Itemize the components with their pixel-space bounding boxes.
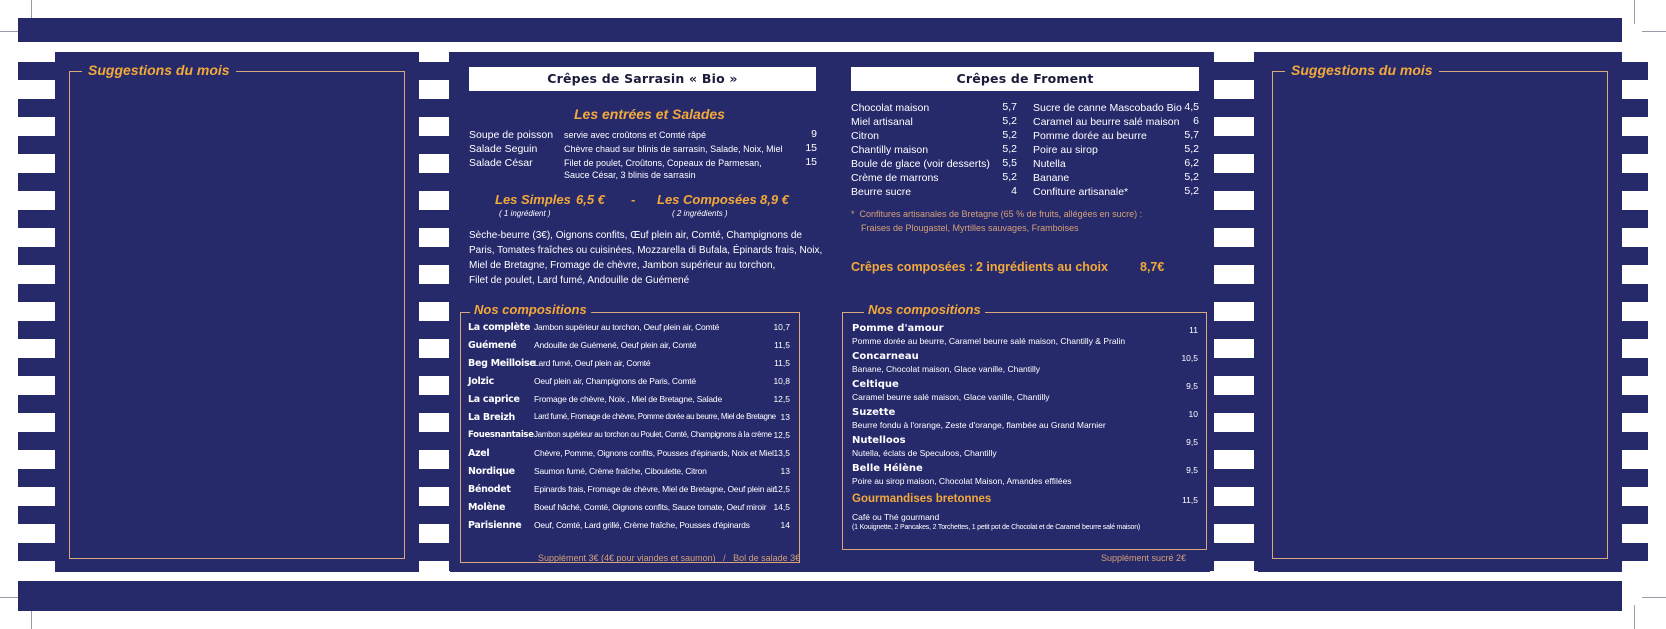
crop-mark: [1642, 31, 1666, 32]
simples-note: ( 1 ingrédient ): [499, 209, 551, 218]
froment-composees-line: [851, 260, 1199, 278]
froment-composees-desc: 2 ingrédients au choix: [976, 260, 1108, 274]
entree-desc: Chèvre chaud sur blinis de sarrasin, Salade, Noix, Miel: [564, 144, 783, 154]
sarrasin-compositions-title: Nos compositions: [470, 302, 591, 317]
froment-compositions-title: Nos compositions: [864, 302, 985, 317]
froment-footer: Supplément sucré 2€: [1101, 553, 1187, 563]
entree-name: Soupe de poisson: [469, 129, 554, 141]
right-stripes: [1620, 52, 1648, 571]
composition-row: Fouesnantaise Jambon supérieur au torchon ou Poulet, Comté, Champignons à la crème 12,5: [468, 430, 790, 440]
suggestions-title: Suggestions du mois: [82, 62, 236, 78]
suggestions-frame: [1272, 71, 1608, 559]
froment-simple-list: Chocolat maison 5,7 Miel artisanal 5,2 Citron 5,2 Chantilly maison 5,2 Boule de glace (voir desserts) 5,5 Crème de marrons 5,2 Beurre sucre 4 Sucre de canne Mascobado Bio 4,5 Caramel au beurre salé maison 6 Pomme dorée au beurre 5,7 Poire au sirop 5,2 Nutella 6,2 Banane 5,2 Confiture artisanale* 5,2: [851, 101, 1199, 198]
entree-price: 9: [811, 128, 817, 140]
composees-note: ( 2 ingrédients ): [672, 209, 728, 218]
confiture-footnote-cont: Fraises de Plougastel, Myrtilles sauvages, Framboises: [861, 223, 1079, 233]
ingredients-line: Paris, Tomates fraîches ou cuisinées, Mozzarella di Bufala, Épinards frais, Noix,: [469, 245, 823, 256]
entree-price: 15: [805, 156, 817, 168]
composition-row: Celtique Caramel beurre salé maison, Glace vanille, Chantilly 9,5: [852, 379, 1198, 402]
composees-price: 8,9 €: [760, 192, 789, 207]
composition-row: Nordique Saumon fumé, Crème fraîche, Ciboulette, Citron 13: [468, 466, 790, 477]
entrees-title: Les entrées et Salades: [574, 106, 725, 122]
crop-mark: [1634, 605, 1635, 629]
entree-desc-cont: Sauce César, 3 blinis de sarrasin: [564, 170, 696, 180]
left-stripes: [18, 52, 58, 571]
simples-price: 6,5 €: [576, 192, 605, 207]
crop-mark: [1642, 597, 1666, 598]
composition-row: Bénodet Epinards frais, Fromage de chèvre, Miel de Bretagne, Oeuf plein air 12,5: [468, 484, 790, 495]
suggestions-title: Suggestions du mois: [1285, 62, 1439, 78]
film-strip-right: [1210, 52, 1258, 571]
simples-composees-line: [469, 192, 817, 224]
top-band: [18, 18, 1622, 42]
composition-row: La complète Jambon supérieur au torchon, Oeuf plein air, Comté 10,7: [468, 322, 790, 333]
entree-price: 15: [805, 142, 817, 154]
gourmandises-line2: (1 Kouignette, 2 Pancakes, 2 Torchettes, 1 petit pot de Chocolat et de Caramel beurre salé maison): [852, 524, 1141, 531]
separator: -: [631, 192, 636, 207]
confiture-footnote: * Confitures artisanales de Bretagne (65 % de fruits, allégées en sucre) :: [851, 209, 1143, 219]
ingredients-line: Sèche-beurre (3€), Oignons confits, Œuf plein air, Comté, Champignons de: [469, 230, 802, 241]
sarrasin-compositions-list: [468, 322, 790, 562]
composition-row: Beg Meilloise Lard fumé, Oeuf plein air, Comté 11,5: [468, 358, 790, 369]
entree-desc: Filet de poulet, Croûtons, Copeaux de Parmesan,: [564, 158, 762, 168]
entree-name: Salade Seguin: [469, 143, 538, 155]
suggestions-frame: [69, 71, 405, 559]
simples-label: Les Simples: [495, 192, 571, 207]
froment-header: Crêpes de Froment: [851, 67, 1199, 91]
sarrasin-header: Crêpes de Sarrasin « Bio »: [469, 67, 816, 91]
ingredients-line: Miel de Bretagne, Fromage de chèvre, Jambon supérieur au torchon,: [469, 260, 776, 271]
composition-row: Concarneau Banane, Chocolat maison, Glace vanille, Chantilly 10,5: [852, 351, 1198, 374]
composition-row: Azel Chèvre, Pomme, Oignons confits, Pousses d'épinards, Noix et Miel 13,5: [468, 448, 790, 459]
gourmandises-block: [852, 493, 1198, 543]
crop-mark: [1634, 0, 1635, 24]
composition-row: La Breizh Lard fumé, Fromage de chèvre, Pomme dorée au beurre, Miel de Bretagne 13: [468, 412, 790, 423]
composition-row: Pomme d'amour Pomme dorée au beurre, Caramel beurre salé maison, Chantilly & Pralin 11: [852, 323, 1198, 346]
main-menu-panel: [450, 52, 1210, 572]
gourmandises-title: Gourmandises bretonnes: [852, 493, 992, 505]
composition-row: Suzette Beurre fondu à l'orange, Zeste d'orange, flambée au Grand Marnier 10: [852, 407, 1198, 430]
entree-desc: servie avec croûtons et Comté râpé: [564, 130, 707, 140]
ingredients-list: [469, 228, 823, 288]
sarrasin-footer: Supplément 3€ (4€ pour viandes et saumon) / Bol de salade 3€: [538, 553, 801, 563]
composition-row: Parisienne Oeuf, Comté, Lard grillé, Crème fraîche, Pousses d'épinards 14: [468, 520, 790, 531]
entree-name: Salade César: [469, 157, 533, 169]
composition-row: Guémené Andouille de Guémené, Oeuf plein air, Comté 11,5: [468, 340, 790, 351]
gourmandises-price: 11,5: [1182, 495, 1198, 505]
right-suggestions-panel: [1258, 52, 1622, 572]
composition-row: Molène Boeuf hâché, Comté, Oignons confits, Sauce tomate, Oeuf miroir 14,5: [468, 502, 790, 513]
composition-row: Jolzic Oeuf plein air, Champignons de Paris, Comté 10,8: [468, 376, 790, 387]
film-strip-left: [418, 52, 450, 571]
ingredients-line: Filet de poulet, Lard fumé, Andouille de Guémené: [469, 275, 690, 286]
froment-composees-price: 8,7€: [1140, 260, 1165, 274]
composition-row: Belle Hélène Poire au sirop maison, Chocolat Maison, Amandes effilées 9,5: [852, 463, 1198, 486]
composition-row: La caprice Fromage de chèvre, Noix , Miel de Bretagne, Salade 12,5: [468, 394, 790, 405]
gourmandises-line1: Café ou Thé gourmand: [852, 512, 940, 522]
composition-row: Nutelloos Nutella, éclats de Speculoos, Chantilly 9,5: [852, 435, 1198, 458]
left-suggestions-panel: [55, 52, 419, 572]
bottom-band: [18, 581, 1622, 611]
froment-composees-label: Crêpes composées :: [851, 260, 974, 274]
froment-compositions-list: [852, 323, 1198, 543]
composees-label: Les Composées: [657, 192, 757, 207]
entrees-list: [469, 128, 817, 188]
